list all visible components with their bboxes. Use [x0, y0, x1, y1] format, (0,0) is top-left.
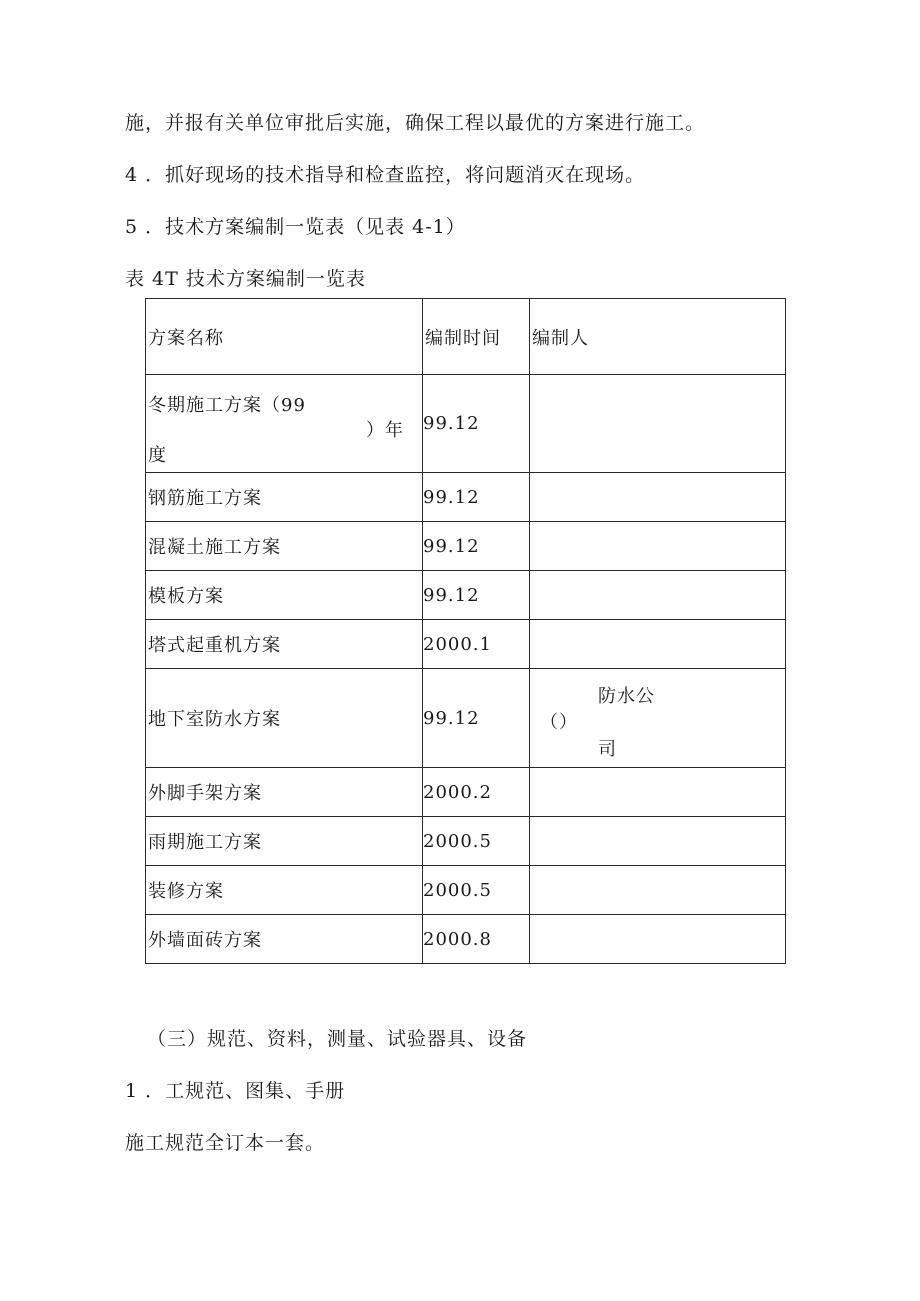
paragraph-item-1: 1 ．工规范、图集、手册: [125, 1080, 346, 1102]
cell-author: [530, 866, 786, 915]
cell-plan-name: 钢筋施工方案: [146, 473, 423, 522]
cell-time: 2000.5: [423, 817, 530, 866]
winter-name-part2: ）年: [366, 420, 404, 441]
cell-author: [530, 915, 786, 964]
section-heading-3: （三）规范、资料，测量、试验器具、设备: [147, 1028, 528, 1050]
paragraph-approval: 施，并报有关单位审批后实施，确保工程以最优的方案进行施工。: [125, 112, 706, 134]
table-row: [146, 669, 786, 768]
winter-name-part1: 冬期施工方案（99: [148, 395, 306, 416]
cell-author: [530, 817, 786, 866]
cell-time: 99.12: [423, 375, 530, 473]
cell-time: 2000.1: [423, 620, 530, 669]
cell-plan-name: 外脚手架方案: [146, 768, 423, 817]
cell-author: [530, 522, 786, 571]
author-line-1: 防水公: [598, 686, 655, 707]
cell-plan-name: 外墙面砖方案: [146, 915, 423, 964]
table-row: [146, 915, 786, 964]
header-plan-name: 方案名称: [146, 299, 423, 375]
table-caption: 表 4T 技术方案编制一览表: [125, 268, 366, 290]
cell-plan-name: 地下室防水方案: [146, 669, 423, 768]
cell-time: 99.12: [423, 473, 530, 522]
cell-author: [530, 375, 786, 473]
paragraph-item-4: 4 ．抓好现场的技术指导和检查监控，将问题消灭在现场。: [125, 164, 646, 186]
paragraph-specs: 施工规范全订本一套。: [125, 1132, 326, 1154]
table-row: [146, 866, 786, 915]
cell-plan-name: 模板方案: [146, 571, 423, 620]
cell-time: 2000.8: [423, 915, 530, 964]
cell-plan-name: 混凝土施工方案: [146, 522, 423, 571]
cell-time: 2000.5: [423, 866, 530, 915]
cell-time: 99.12: [423, 522, 530, 571]
cell-plan-name: 装修方案: [146, 866, 423, 915]
cell-author: [530, 620, 786, 669]
cell-author: [530, 768, 786, 817]
paragraph-item-5: 5 ．技术方案编制一览表（见表 4-1）: [125, 216, 466, 238]
table-row: [146, 571, 786, 620]
header-compiler: 编制人: [530, 299, 786, 375]
winter-name-part3: 度: [148, 445, 167, 466]
author-line-3: 司: [598, 739, 617, 760]
cell-time: 99.12: [423, 571, 530, 620]
table-row: [146, 522, 786, 571]
cell-plan-name: 塔式起重机方案: [146, 620, 423, 669]
header-compile-time: 编制时间: [423, 299, 530, 375]
table-row: [146, 620, 786, 669]
cell-plan-name: 雨期施工方案: [146, 817, 423, 866]
table-row: [146, 473, 786, 522]
cell-author: [530, 473, 786, 522]
cell-plan-name: [146, 375, 423, 473]
cell-time: 2000.2: [423, 768, 530, 817]
cell-author: [530, 669, 786, 768]
cell-author: [530, 571, 786, 620]
table-row: [146, 768, 786, 817]
table-header-row: [146, 299, 786, 375]
table-row: [146, 375, 786, 473]
table-row: [146, 817, 786, 866]
cell-time: 99.12: [423, 669, 530, 768]
author-line-2: （）: [540, 712, 578, 733]
technical-plan-table: [145, 298, 786, 964]
